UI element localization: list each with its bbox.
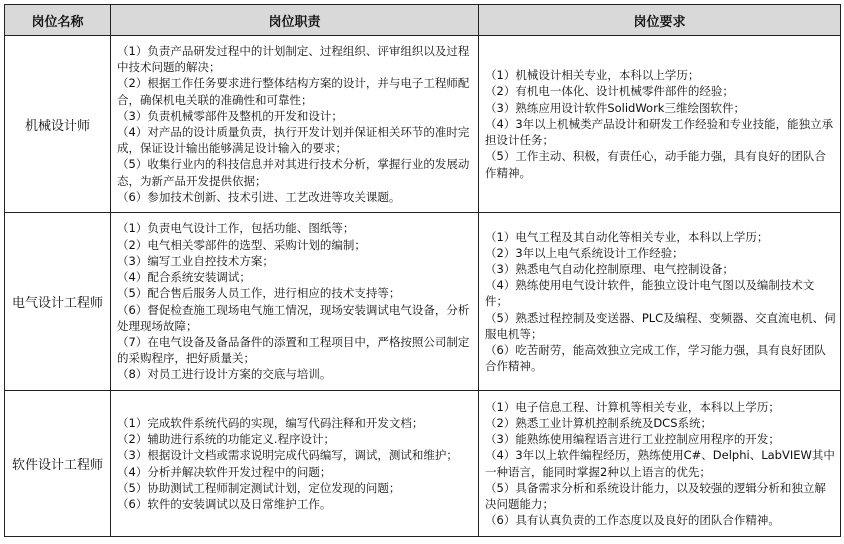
list-item: （2）有机电一体化、设计机械零件部件的经验；: [485, 84, 734, 99]
list-item: （5）熟悉过程控制及变送器、PLC及编程、变频器、交直流电机、伺服电机等；: [485, 310, 836, 341]
list-item: （4）分析并解决软件开发过程中的问题；: [117, 464, 332, 479]
list-item: （5）具备需求分析和系统设计能力，以及较强的逻辑分析和独立解决问题能力；: [485, 480, 826, 511]
list-item: （2）电气相关零部件的选型、采购计划的编制；: [117, 237, 366, 252]
list-item: （2）根据工作任务要求进行整体结构方案的设计，并与电子工程师配合，确保机电关联的准确性和可靠性；: [117, 76, 470, 107]
list-item: （3）熟悉电气自动化控制原理、电气控制设备；: [485, 261, 734, 276]
header-duties: 岗位职责: [111, 5, 479, 36]
table-row: [5, 391, 841, 537]
list-item: （4）对产品的设计质量负责，执行开发计划并保证相关环节的准时完成，保证设计输出能够满足设计输入的要求；: [117, 125, 470, 156]
position-name: 软件设计工程师: [5, 391, 111, 537]
list-item: （3）熟练应用设计软件SolidWork三维绘图软件；: [485, 100, 745, 115]
requirements-cell: [479, 36, 841, 213]
header-position: 岗位名称: [5, 5, 111, 36]
header-row: [5, 5, 841, 36]
list-item: （1）负责产品研发过程中的计划制定、过程组织、评审组织以及过程中技术问题的解决；: [117, 43, 470, 75]
list-item: （1）电气工程及其自动化等相关专业，本科以上学历；: [485, 229, 769, 244]
position-name: 机械设计师: [5, 36, 111, 213]
list-item: （3）能熟练使用编程语言进行工业控制应用程序的开发；: [485, 432, 780, 447]
list-item: （4）配合系统安装调试；: [117, 270, 251, 285]
table-row: [5, 36, 841, 213]
list-item: （6）督促检查施工现场电气施工情况，现场安装调试电气设备，分析处理现场故障；: [117, 302, 470, 333]
position-name: 电气设计工程师: [5, 213, 111, 391]
list-item: （2）熟悉工业计算机控制系统及DCS系统；: [485, 415, 712, 430]
list-item: （5）工作主动、积极，有责任心，动手能力强，具有良好的团队合作精神。: [485, 149, 826, 180]
list-item: （2）3年以上电气系统设计工作经验；: [485, 245, 684, 260]
list-item: （3）负责机械零部件及整机的开发和设计；: [117, 108, 343, 123]
list-item: （6）软件的安装调试以及日常维护工作。: [117, 496, 332, 511]
duties-cell: [111, 36, 479, 213]
list-item: （6）具有认真负责的工作态度以及良好的团队合作精神。: [485, 513, 780, 528]
list-item: （5）收集行业内的科技信息并对其进行技术分析，掌握行业的发展动态，为新产品开发提供依据；: [117, 157, 470, 188]
list-item: （3）根据设计文档或需求说明完成代码编写，调试，测试和维护；: [117, 448, 458, 463]
list-item: （2）辅助进行系统的功能定义.程序设计；: [117, 432, 335, 447]
list-item: （6）吃苦耐劳，能高效独立完成工作，学习能力强，具有良好团队合作精神。: [485, 343, 826, 374]
list-item: （1）电子信息工程、计算机等相关专业，本科以上学历；: [485, 399, 780, 414]
list-item: （4）熟练使用电气设计软件，能独立设计电气图以及编制技术文件；: [485, 278, 815, 309]
list-item: （8）对员工进行设计方案的交底与培训。: [117, 367, 332, 382]
header-requirements: 岗位要求: [479, 5, 841, 36]
requirements-cell: [479, 213, 841, 391]
requirements-cell: [479, 391, 841, 537]
list-item: （5）配合售后服务人员工作，进行相应的技术支持等；: [117, 286, 401, 301]
list-item: （4）3年以上软件编程经历，熟练使用C#、Delphi、LabVIEW其中一种语言，能同时掌握2种以上语言的优先；: [485, 448, 835, 479]
list-item: （3）编写工业自控技术方案；: [117, 253, 274, 268]
list-item: （7）在电气设备及备品备件的添置和工程项目中，严格按照公司制定的采购程序，把好质量关；: [117, 334, 470, 366]
duties-cell: [111, 213, 479, 391]
table-row: [5, 213, 841, 391]
list-item: （1）机械设计相关专业，本科以上学历；: [485, 68, 700, 83]
duties-cell: [111, 391, 479, 537]
job-table: [4, 4, 841, 537]
list-item: （5）协助测试工程师制定测试计划，定位发现的问题；: [117, 480, 401, 495]
list-item: （1）完成软件系统代码的实现，编写代码注释和开发文档；: [117, 415, 424, 430]
list-item: （4）3年以上机械类产品设计和研发工作经验和专业技能，能独立承担设计任务；: [485, 116, 834, 148]
list-item: （1）负责电气设计工作，包括功能、图纸等；: [117, 221, 355, 236]
list-item: （6）参加技术创新、技术引进、工艺改进等攻关课题。: [117, 189, 401, 204]
